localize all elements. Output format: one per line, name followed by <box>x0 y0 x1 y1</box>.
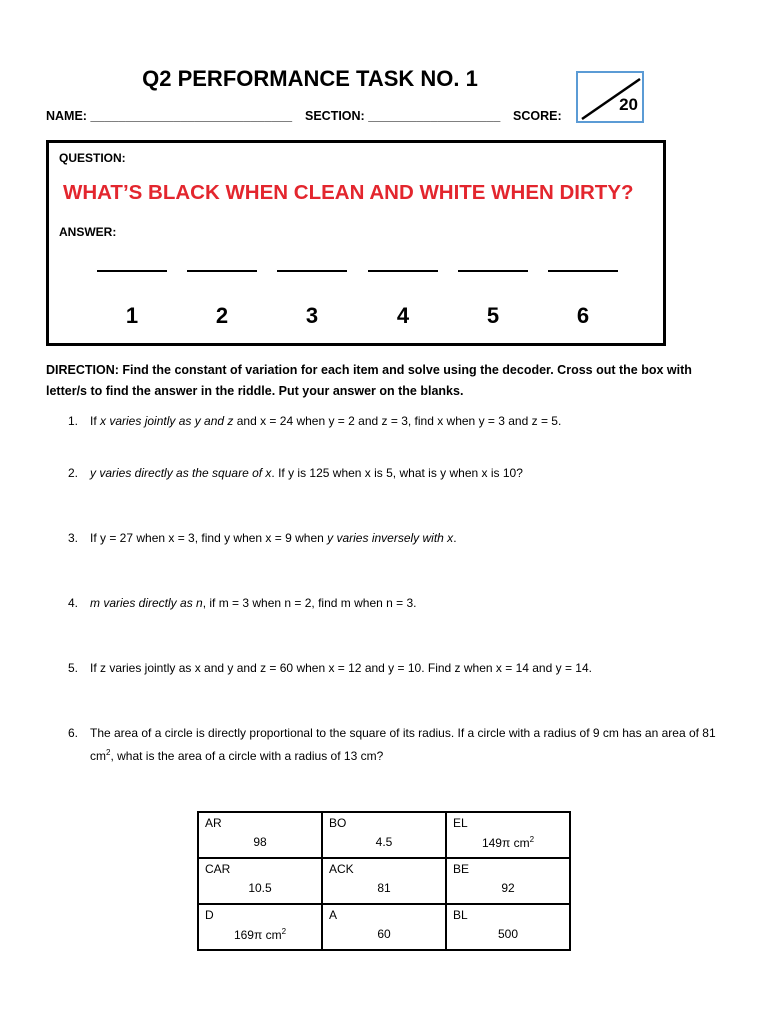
decoder-cell[interactable]: BL 500 <box>446 904 570 950</box>
blank-number-5: 5 <box>486 303 500 328</box>
score-box <box>576 71 644 123</box>
blank-number-4: 4 <box>396 303 410 328</box>
decoder-cell[interactable]: A 60 <box>322 904 446 950</box>
score-total: 20 <box>619 95 638 114</box>
blank-number-2: 2 <box>215 303 229 328</box>
score-label: SCORE: <box>513 109 562 123</box>
decoder-table <box>197 811 571 951</box>
page-title: Q2 PERFORMANCE TASK NO. 1 <box>142 66 478 91</box>
decoder-cell[interactable]: D 169π $cm^2$ <box>198 904 322 950</box>
problem-number: 3. <box>68 531 79 545</box>
problem-number: 4. <box>68 596 79 610</box>
answer-blank-2[interactable] <box>187 270 257 272</box>
decoder-cell[interactable]: BE 92 <box>446 858 570 904</box>
answer-blank-5[interactable] <box>458 270 528 272</box>
blank-number-6: 6 <box>576 303 590 328</box>
name-field[interactable]: NAME: _____________________________ <box>46 109 293 123</box>
direction-text: DIRECTION: Find the constant of variation for each item and solve using the decoder. Cross out the box with letter/s to find the answer in the riddle. Put your answer on the blanks. <box>46 363 692 398</box>
problem-number: 6. <box>68 726 79 740</box>
blank-number-1: 1 <box>125 303 139 328</box>
table-row <box>198 858 570 904</box>
answer-label: ANSWER: <box>59 225 117 239</box>
problem-number: 5. <box>68 661 79 675</box>
table-row <box>198 812 570 858</box>
answer-blank-3[interactable] <box>277 270 347 272</box>
answer-blank-1[interactable] <box>97 270 167 272</box>
blank-number-3: 3 <box>305 303 319 328</box>
decoder-cell[interactable]: ACK 81 <box>322 858 446 904</box>
decoder-cell[interactable]: EL 149π $cm^2$ <box>446 812 570 858</box>
problem-number: 2. <box>68 466 79 480</box>
answer-blank-6[interactable] <box>548 270 618 272</box>
question-label: QUESTION: <box>59 151 126 165</box>
decoder-cell[interactable]: AR 98 <box>198 812 322 858</box>
decoder-cell[interactable]: CAR 10.5 <box>198 858 322 904</box>
question-box <box>46 140 666 346</box>
riddle-text: WHAT’S BLACK WHEN CLEAN AND WHITE WHEN DIRTY? <box>63 181 634 204</box>
answer-blank-4[interactable] <box>368 270 438 272</box>
table-row <box>198 904 570 950</box>
section-field[interactable]: SECTION: ___________________ <box>305 109 501 123</box>
decoder-cell[interactable]: BO 4.5 <box>322 812 446 858</box>
problem-number: 1. <box>68 414 79 428</box>
